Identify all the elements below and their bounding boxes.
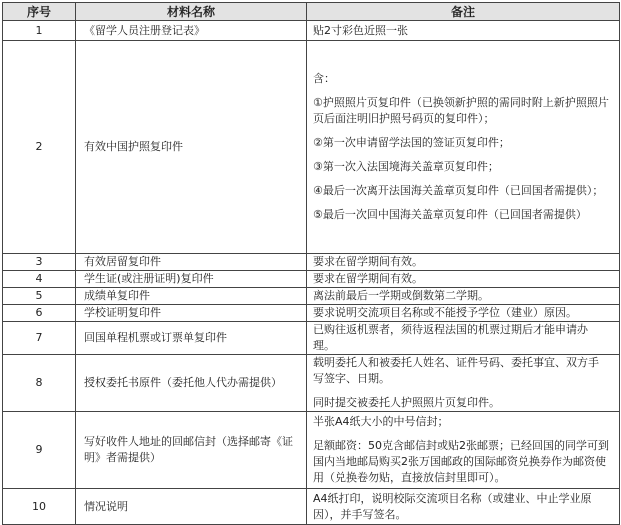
note-line: A4纸打印，说明校际交流项目名称（或建业、中止学业原因），并手写签名。 bbox=[313, 491, 592, 521]
table-row bbox=[3, 489, 620, 525]
table-row bbox=[3, 41, 620, 254]
note-line: 含： bbox=[313, 72, 335, 85]
row-number: 2 bbox=[3, 41, 76, 254]
material-note bbox=[307, 305, 620, 322]
row-number: 8 bbox=[3, 355, 76, 412]
note-line: ⑤最后一次回中国海关盖章页复印件（已回国者需提供） bbox=[313, 208, 587, 221]
material-note bbox=[307, 271, 620, 288]
row-number: 3 bbox=[3, 254, 76, 271]
header-note: 备注 bbox=[307, 3, 620, 21]
note-line: 足额邮资：50克含邮信封或贴2张邮票；已经回国的同学可到国内当地邮局购买2张万国邮政的国际邮资兑换券作为邮资使用（兑换卷勿贴，直接放信封里即可）。 bbox=[313, 439, 609, 484]
note-line: ③第一次入法国境海关盖章页复印件； bbox=[313, 160, 499, 173]
row-number: 7 bbox=[3, 322, 76, 355]
note-line: 半张A4纸大小的中号信封； bbox=[313, 415, 449, 428]
material-name: 《留学人员注册登记表》 bbox=[76, 21, 307, 41]
note-line: 已购往返机票者，须待返程法国的机票过期后才能申请办理。 bbox=[313, 323, 588, 352]
table-row bbox=[3, 412, 620, 489]
material-note bbox=[307, 288, 620, 305]
table-row bbox=[3, 271, 620, 288]
material-name: 成绩单复印件 bbox=[76, 288, 307, 305]
material-name: 情况说明 bbox=[76, 489, 307, 525]
note-line: 离法前最后一学期或倒数第二学期。 bbox=[313, 289, 489, 302]
material-name: 学校证明复印件 bbox=[76, 305, 307, 322]
material-name: 有效居留复印件 bbox=[76, 254, 307, 271]
material-note bbox=[307, 254, 620, 271]
row-number: 9 bbox=[3, 412, 76, 489]
row-number: 10 bbox=[3, 489, 76, 525]
table-row bbox=[3, 322, 620, 355]
material-note bbox=[307, 489, 620, 525]
material-note bbox=[307, 412, 620, 489]
material-name: 学生证(或注册证明)复印件 bbox=[76, 271, 307, 288]
material-name: 回国单程机票或订票单复印件 bbox=[76, 322, 307, 355]
material-note bbox=[307, 355, 620, 412]
row-number: 6 bbox=[3, 305, 76, 322]
note-line: 要求在留学期间有效。 bbox=[313, 255, 423, 268]
material-name: 有效中国护照复印件 bbox=[76, 41, 307, 254]
note-line: ①护照照片页复印件（已换领新护照的需同时附上新护照照片页后面注明旧护照号码页的复印件）； bbox=[313, 96, 609, 125]
table-row bbox=[3, 254, 620, 271]
table-row bbox=[3, 21, 620, 41]
material-note bbox=[307, 322, 620, 355]
material-name: 写好收件人地址的回邮信封（选择邮寄《证明》者需提供） bbox=[76, 412, 307, 489]
table-header-row bbox=[3, 3, 620, 21]
note-line: 载明委托人和被委托人姓名、证件号码、委托事宜、双方手写签字、日期。 bbox=[313, 356, 599, 385]
note-line: ④最后一次离开法国海关盖章页复印件（已回国者需提供）； bbox=[313, 184, 604, 197]
note-line: 要求在留学期间有效。 bbox=[313, 272, 423, 285]
header-no: 序号 bbox=[3, 3, 76, 21]
note-line: 同时提交被委托人护照照片页复印件。 bbox=[313, 396, 500, 409]
table-row bbox=[3, 355, 620, 412]
note-line: ②第一次申请留学法国的签证页复印件； bbox=[313, 136, 510, 149]
table-row bbox=[3, 305, 620, 322]
note-line: 贴2寸彩色近照一张 bbox=[313, 23, 408, 37]
note-line: 要求说明交流项目名称或不能授予学位（建业）原因。 bbox=[313, 306, 577, 319]
row-number: 5 bbox=[3, 288, 76, 305]
material-note bbox=[307, 21, 620, 41]
table-row bbox=[3, 288, 620, 305]
header-name: 材料名称 bbox=[76, 3, 307, 21]
row-number: 1 bbox=[3, 21, 76, 41]
row-number: 4 bbox=[3, 271, 76, 288]
material-name: 授权委托书原件（委托他人代办需提供） bbox=[76, 355, 307, 412]
material-note bbox=[307, 41, 620, 254]
materials-table bbox=[2, 2, 620, 525]
table-body bbox=[3, 21, 620, 525]
